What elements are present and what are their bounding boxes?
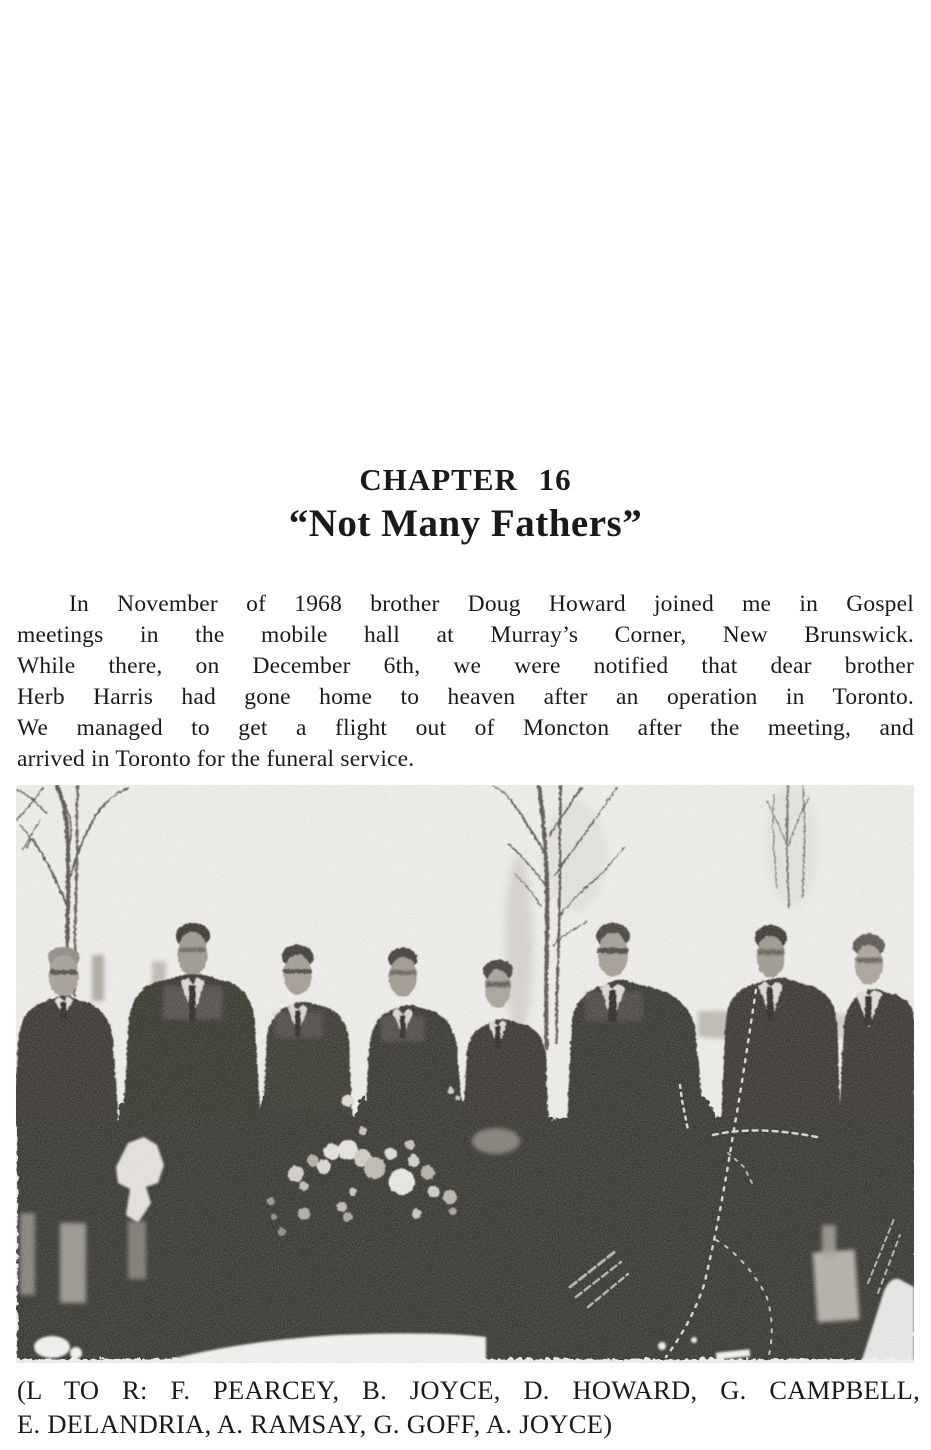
caption-line-1: (L TO R: F. PEARCEY, B. JOYCE, D. HOWARD, G. CAMPBELL,	[17, 1375, 920, 1405]
paragraph-line: meetings in the mobile hall at Murray’s Corner, New Brunswick.	[17, 622, 914, 648]
caption-line-2: E. DELANDRIA, A. RAMSAY, G. GOFF, A. JOYCE)	[17, 1408, 613, 1439]
photo-caption	[17, 1374, 920, 1441]
halftone-grain	[16, 785, 914, 1363]
funeral-photo	[16, 785, 914, 1363]
chapter-heading: CHAPTER 16	[359, 462, 572, 497]
paragraph-line: Herb Harris had gone home to heaven after an operation in Toronto.	[17, 684, 914, 710]
paragraph-line: We managed to get a flight out of Moncton after the meeting, and	[17, 715, 914, 741]
paragraph-line: arrived in Toronto for the funeral service.	[17, 746, 415, 772]
paragraph-line: In November of 1968 brother Doug Howard joined me in Gospel	[69, 591, 914, 617]
chapter-title: “Not Many Fathers”	[288, 502, 643, 545]
paragraph-line: While there, on December 6th, we were notified that dear brother	[17, 653, 914, 679]
body-paragraph	[17, 589, 914, 775]
funeral-photo-art	[16, 785, 914, 1363]
